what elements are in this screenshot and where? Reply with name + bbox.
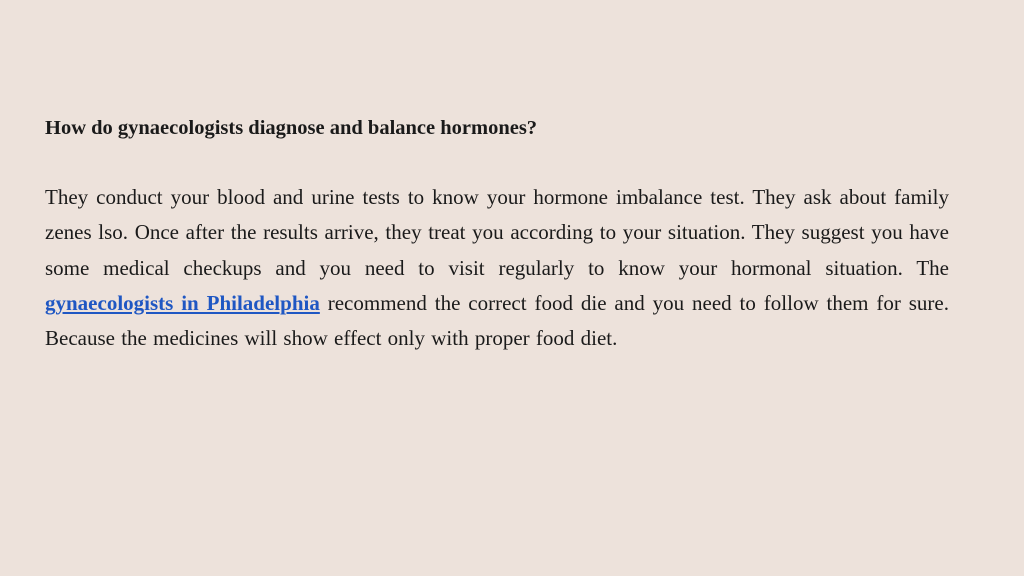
paragraph-text-after-link: recommend the correct food die and you need to follow them for sure. Because the medicines will show effect only with proper food diet. <box>45 290 949 351</box>
body-paragraph <box>45 180 949 356</box>
paragraph-text-before-link: They conduct your blood and urine tests to know your hormone imbalance test. They ask about family zenes lso. Once after the results arrive, they treat you according to your situation. They suggest you have some medical checkups and you need to visit regularly to know your hormonal situation. The <box>45 185 949 280</box>
section-heading: How do gynaecologists diagnose and balance hormones? <box>45 117 538 139</box>
gynaecologists-link[interactable]: gynaecologists in Philadelphia <box>45 290 320 315</box>
